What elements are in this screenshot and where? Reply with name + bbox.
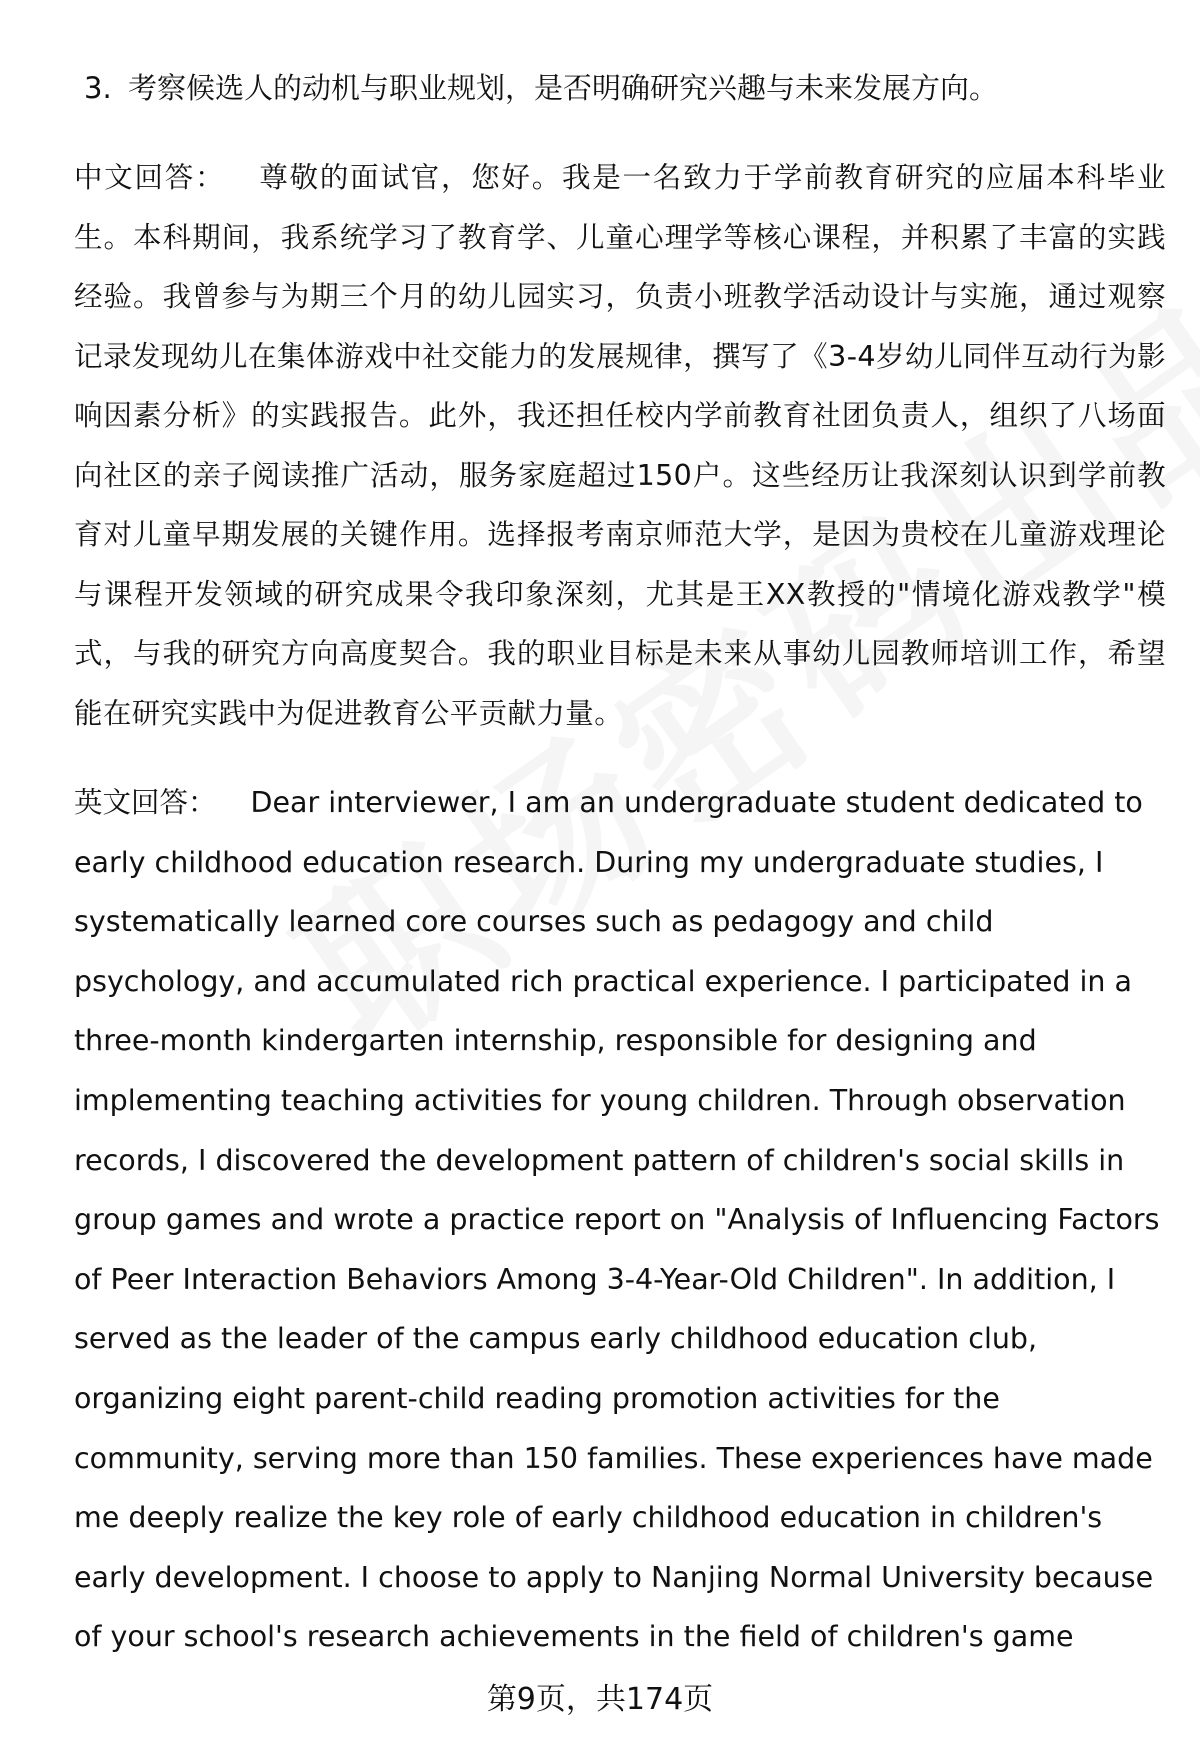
- item-number: 3.: [84, 71, 112, 105]
- english-answer-paragraph: [74, 773, 1166, 1667]
- chinese-answer-paragraph: [74, 148, 1166, 743]
- chinese-answer-text: 尊敬的面试官，您好。我是一名致力于学前教育研究的应届本科毕业生。本科期间，我系统学习了教育学、儿童心理学等核心课程，并积累了丰富的实践经验。我曾参与为期三个月的幼儿园实习，负责小班教学活动设计与实施，通过观察记录发现幼儿在集体游戏中社交能力的发展规律，撰写了《3-4岁幼儿同伴互动行为影响因素分析》的实践报告。此外，我还担任校内学前教育社团负责人，组织了八场面向社区的亲子阅读推广活动，服务家庭超过150户。这些经历让我深刻认识到学前教育对儿童早期发展的关键作用。选择报考南京师范大学，是因为贵校在儿童游戏理论与课程开发领域的研究成果令我印象深刻，尤其是王XX教授的"情境化游戏教学"模式，与我的研究方向高度契合。我的职业目标是未来从事幼儿园教师培训工作，希望能在研究实践中为促进教育公平贡献力量。: [74, 161, 1166, 730]
- english-answer-text: Dear interviewer, I am an undergraduate student dedicated to early childhood education research. During my undergraduate studies, I systematically learned core courses such as pedagogy and child psychology, and accumulated rich practical experience. I participated in a three-month kindergarten internship, responsible for designing and implementing teaching activities for young children. Through observation records, I discovered the development pattern of children's social skills in group games and wrote a practice report on "Analysis of Influencing Factors of Peer Interaction Behaviors Among 3-4-Year-Old Children". In addition, I served as the leader of the campus early childhood education club, organizing eight parent-child reading promotion activities for the community, serving more than 150 families. These experiences have made me deeply realize the key role of early childhood education in children's early development. I choose to apply to Nanjing Normal University because of your school's research achievements in the field of children's game: [74, 786, 1160, 1654]
- question-item: [84, 63, 1164, 113]
- chinese-answer-label: 中文回答：: [74, 161, 226, 194]
- english-answer-label: 英文回答：: [74, 786, 217, 819]
- item-text: 考察候选人的动机与职业规划，是否明确研究兴趣与未来发展方向。: [128, 71, 999, 105]
- page-indicator: 第9页，共174页: [486, 1682, 714, 1717]
